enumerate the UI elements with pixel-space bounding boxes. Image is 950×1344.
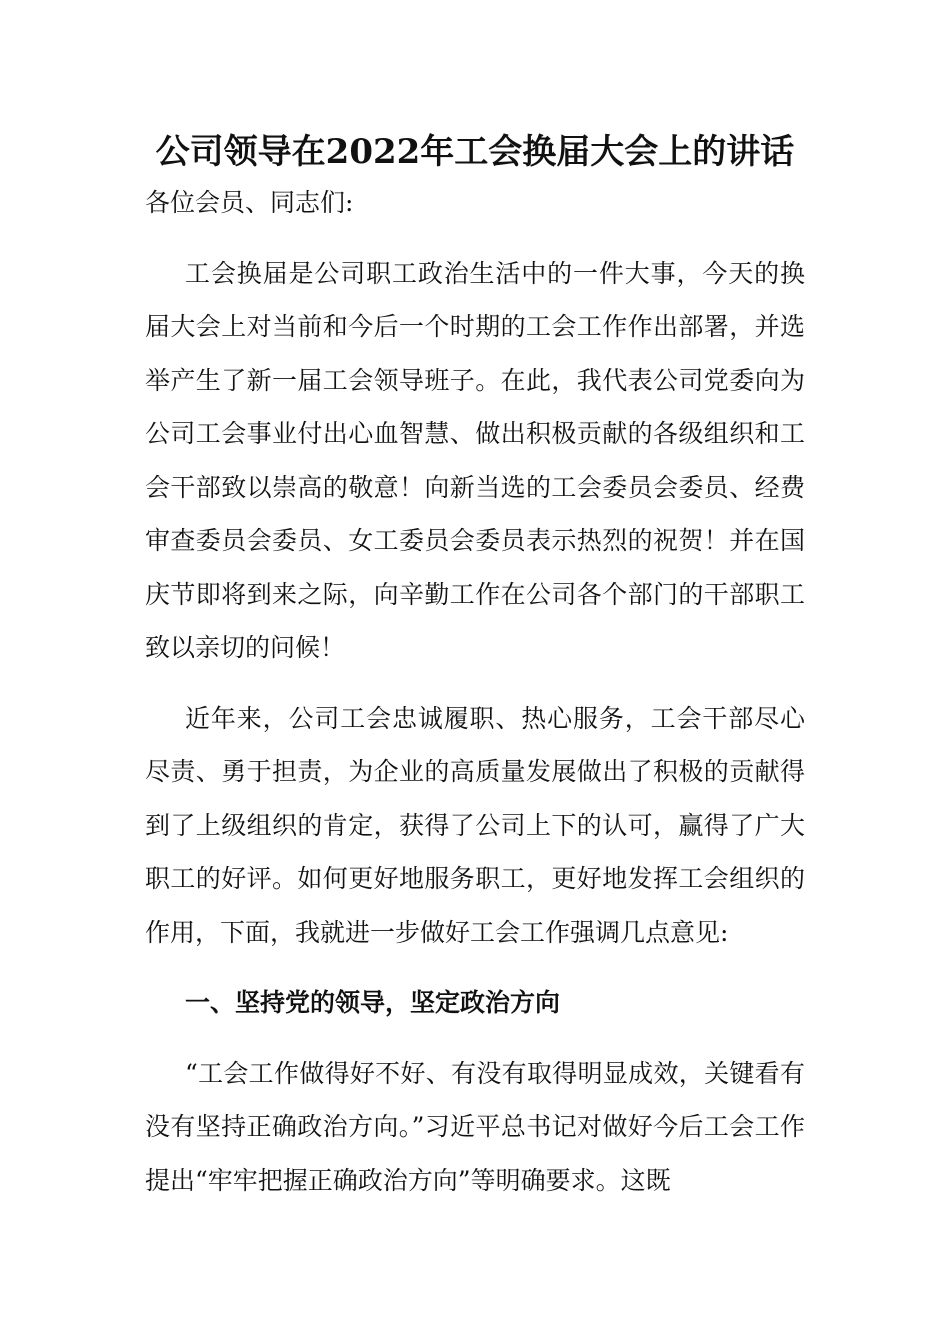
paragraph-opening: 工会换届是公司职工政治生活中的一件大事，今天的换届大会上对当前和今后一个时期的工会工作作出部署，并选举产生了新一届工会领导班子。在此，我代表公司党委向为公司工会事业付出心血智慧、做出积极贡献的各级组织和工会干部致以崇高的敬意！向新当选的工会委员会委员、经费审查委员会委员、女工委员会委员表示热烈的祝贺！并在国庆节即将到来之际，向辛勤工作在公司各个部门的干部职工致以亲切的问候！ <box>145 258 805 662</box>
section-heading: 一、坚持党的领导，坚定政治方向 <box>185 988 561 1017</box>
document-body <box>145 176 805 1224</box>
salutation: 各位会员、同志们: <box>145 188 354 217</box>
section-paragraph: “工会工作做得好不好、有没有取得明显成效，关键看有没有坚持正确政治方向。”习近平总书记对做好今后工会工作提出“牢牢把握正确政治方向”等明确要求。这既 <box>145 1058 805 1195</box>
paragraph-overview: 近年来，公司工会忠诚履职、热心服务，工会干部尽心尽责、勇于担责，为企业的高质量发展做出了积极的贡献得到了上级组织的肯定，获得了公司上下的认可，赢得了广大职工的好评。如何更好地服务职工，更好地发挥工会组织的作用，下面，我就进一步做好工会工作强调几点意见: <box>145 703 805 947</box>
document-title: 公司领导在2022年工会换届大会上的讲话 <box>155 132 795 172</box>
